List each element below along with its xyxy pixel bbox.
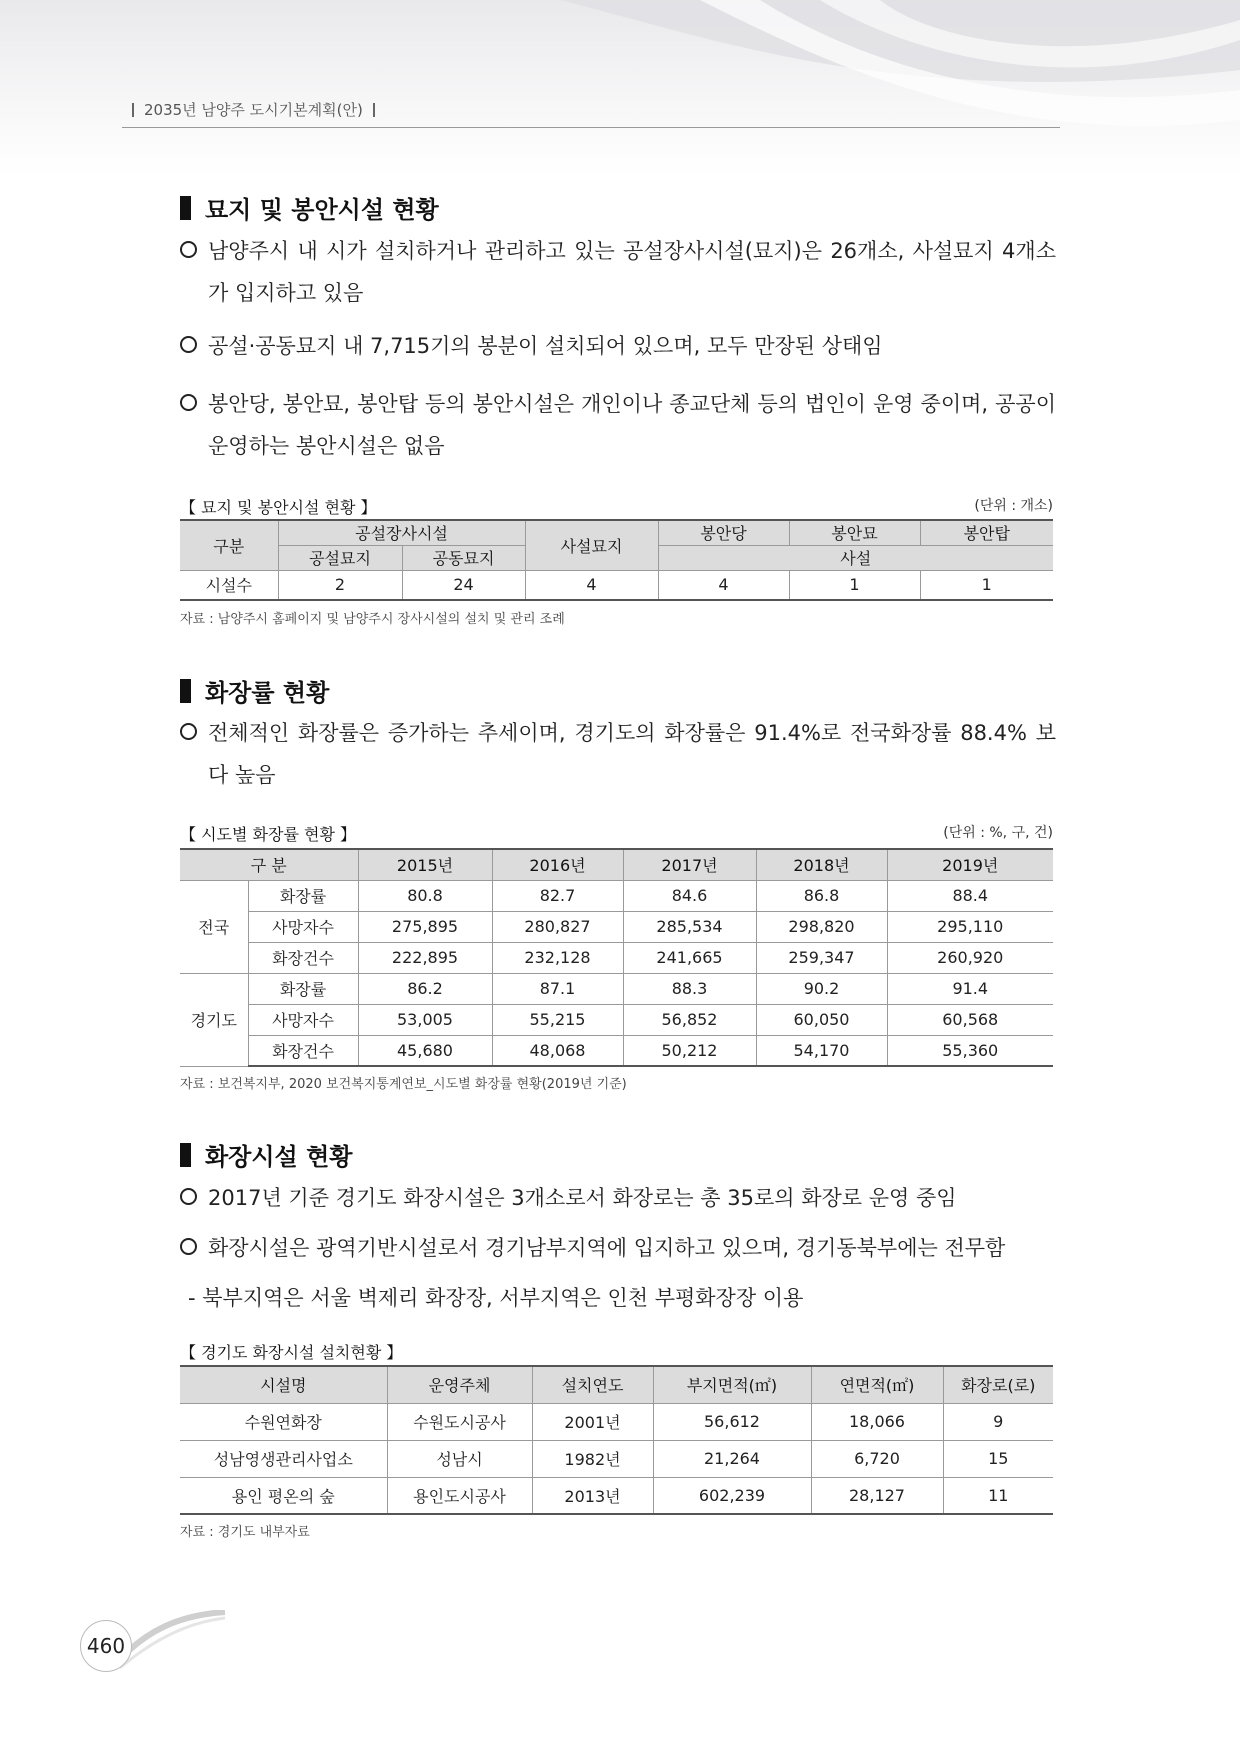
- table-cell: 4: [525, 570, 658, 600]
- header-public-cemetery: 공설묘지: [278, 545, 402, 570]
- table-cell: 18,066: [811, 1403, 943, 1440]
- table-caption-row: [180, 822, 1053, 845]
- table-cell: 602,239: [653, 1477, 811, 1514]
- section-title-text: 묘지 및 봉안시설 현황: [205, 196, 439, 224]
- table-cell: 2013년: [532, 1477, 653, 1514]
- table-cell: 용인도시공사: [387, 1477, 532, 1514]
- table-cell: 21,264: [653, 1440, 811, 1477]
- header-joint-cemetery: 공동묘지: [402, 545, 525, 570]
- table-row: [180, 942, 1053, 973]
- table-cell: 91.4: [887, 973, 1053, 1004]
- table-row: [180, 1004, 1053, 1035]
- table-cell: 9: [943, 1403, 1053, 1440]
- header-gubun: 구분: [180, 520, 278, 570]
- table-cell: 수원도시공사: [387, 1403, 532, 1440]
- table-row: [180, 1035, 1053, 1066]
- running-head-title: 2035년 남양주 도시기본계획(안): [144, 101, 363, 119]
- section-title-crematorium: [180, 1137, 352, 1172]
- table-caption-row: [180, 1340, 1053, 1363]
- section-marker: [180, 679, 191, 703]
- bullet-text: 봉안당, 봉안묘, 봉안탑 등의 봉안시설은 개인이나 종교단체 등의 법인이 운영 중이며, 공공이 운영하는 봉안시설은 없음: [208, 392, 1056, 458]
- table-row: [180, 973, 1053, 1004]
- table-row: [180, 911, 1053, 942]
- row-label: 사망자수: [248, 1004, 358, 1035]
- table-row: [180, 880, 1053, 911]
- table-cell: 2: [278, 570, 402, 600]
- table-cell: 48,068: [492, 1035, 623, 1066]
- table-caption: 【 경기도 화장시설 설치현황 】: [180, 1343, 403, 1362]
- table-header: 부지면적(㎡): [653, 1366, 811, 1403]
- section-marker: [180, 196, 191, 220]
- table-header: 설치연도: [532, 1366, 653, 1403]
- header-gubun: 구 분: [180, 849, 358, 880]
- circle-bullet-icon: [180, 241, 197, 258]
- bullet-item: [180, 1177, 1056, 1219]
- table-cell: 55,215: [492, 1004, 623, 1035]
- bullet-item: [180, 230, 1056, 314]
- bullet-text: 2017년 기준 경기도 화장시설은 3개소로서 화장로는 총 35로의 화장로 운영 중임: [208, 1186, 957, 1210]
- table-caption-row: [180, 495, 1053, 518]
- table-cell: 88.4: [887, 880, 1053, 911]
- running-head-bar-left: [132, 103, 134, 117]
- table-cell: 6,720: [811, 1440, 943, 1477]
- table-cell: 87.1: [492, 973, 623, 1004]
- running-head-bar-right: [373, 103, 375, 117]
- table-cell: 60,568: [887, 1004, 1053, 1035]
- circle-bullet-icon: [180, 394, 197, 411]
- sub-bullet-text: - 북부지역은 서울 벽제리 화장장, 서부지역은 인천 부평화장장 이용: [188, 1286, 804, 1310]
- table-row: [180, 570, 1053, 600]
- table-row: [180, 1440, 1053, 1477]
- bullet-text: 공설·공동묘지 내 7,715기의 봉분이 설치되어 있으며, 모두 만장된 상태임: [208, 334, 883, 358]
- table-row: [180, 1477, 1053, 1514]
- table-cell: 275,895: [358, 911, 492, 942]
- group-label: 경기도: [180, 973, 248, 1066]
- group-label: 전국: [180, 880, 248, 973]
- table-cell: 54,170: [756, 1035, 887, 1066]
- table-cell: 45,680: [358, 1035, 492, 1066]
- circle-bullet-icon: [180, 723, 197, 740]
- table-source: 자료 : 경기도 내부자료: [180, 1525, 310, 1540]
- table-cell: 86.2: [358, 973, 492, 1004]
- header-bonganmyo: 봉안묘: [789, 520, 920, 545]
- table-header: 화장로(로): [943, 1366, 1053, 1403]
- header-year: 2015년: [358, 849, 492, 880]
- table-unit: (단위 : %, 구, 건): [943, 825, 1053, 841]
- table-unit: (단위 : 개소): [974, 498, 1053, 514]
- table-cell: 280,827: [492, 911, 623, 942]
- row-label: 화장건수: [248, 1035, 358, 1066]
- header-saseol: 사설: [658, 545, 1053, 570]
- table-cell: 232,128: [492, 942, 623, 973]
- table-source: 자료 : 남양주시 홈페이지 및 남양주시 장사시설의 설치 및 관리 조례: [180, 612, 565, 627]
- bullet-text: 남양주시 내 시가 설치하거나 관리하고 있는 공설장사시설(묘지)은 26개소, 사설묘지 4개소가 입지하고 있음: [208, 239, 1056, 305]
- table-cell: 용인 평온의 숲: [180, 1477, 387, 1514]
- table-cell: 86.8: [756, 880, 887, 911]
- table-cell: 222,895: [358, 942, 492, 973]
- bullet-text: 전체적인 화장률은 증가하는 추세이며, 경기도의 화장률은 91.4%로 전국화장률 88.4% 보다 높음: [208, 721, 1056, 787]
- table-cell: 4: [658, 570, 789, 600]
- table-cell: 1: [920, 570, 1053, 600]
- table-header: 운영주체: [387, 1366, 532, 1403]
- table-cell: 성남영생관리사업소: [180, 1440, 387, 1477]
- table-cell: 298,820: [756, 911, 887, 942]
- page-number: 460: [80, 1620, 132, 1672]
- section-marker: [180, 1143, 191, 1167]
- table-cell: 90.2: [756, 973, 887, 1004]
- row-label: 시설수: [180, 570, 278, 600]
- table-cell: 수원연화장: [180, 1403, 387, 1440]
- circle-bullet-icon: [180, 1238, 197, 1255]
- table-cell: 53,005: [358, 1004, 492, 1035]
- table-source: 자료 : 보건복지부, 2020 보건복지통계연보_시도별 화장률 현황(2019년 기준): [180, 1077, 627, 1092]
- cremation-rate-table: [180, 848, 1053, 1067]
- row-label: 화장률: [248, 880, 358, 911]
- table-cell: 28,127: [811, 1477, 943, 1514]
- circle-bullet-icon: [180, 336, 197, 353]
- table-cell: 1982년: [532, 1440, 653, 1477]
- table-cell: 82.7: [492, 880, 623, 911]
- table-cell: 60,050: [756, 1004, 887, 1035]
- bullet-item: [180, 1227, 1056, 1269]
- circle-bullet-icon: [180, 1188, 197, 1205]
- header-public-facility: 공설장사시설: [278, 520, 525, 545]
- table-cell: 56,852: [623, 1004, 756, 1035]
- bullet-item: [180, 325, 1056, 367]
- row-label: 화장률: [248, 973, 358, 1004]
- table-cell: 241,665: [623, 942, 756, 973]
- table-cell: 260,920: [887, 942, 1053, 973]
- row-label: 화장건수: [248, 942, 358, 973]
- table-cell: 50,212: [623, 1035, 756, 1066]
- table-caption: 【 묘지 및 봉안시설 현황 】: [180, 498, 377, 517]
- table-cell: 11: [943, 1477, 1053, 1514]
- table-cell: 259,347: [756, 942, 887, 973]
- table-cell: 88.3: [623, 973, 756, 1004]
- header-year: 2018년: [756, 849, 887, 880]
- table-header: 연면적(㎡): [811, 1366, 943, 1403]
- table-cell: 56,612: [653, 1403, 811, 1440]
- table-row: [180, 1403, 1053, 1440]
- table-cell: 55,360: [887, 1035, 1053, 1066]
- section-title-text: 화장률 현황: [205, 679, 330, 707]
- section-title-cremation-rate: [180, 673, 329, 708]
- table-cell: 80.8: [358, 880, 492, 911]
- table-cell: 2001년: [532, 1403, 653, 1440]
- bullet-text: 화장시설은 광역기반시설로서 경기남부지역에 입지하고 있으며, 경기동북부에는 전무함: [208, 1236, 1006, 1260]
- table-caption: 【 시도별 화장률 현황 】: [180, 825, 356, 844]
- table-cell: 24: [402, 570, 525, 600]
- crematorium-table: [180, 1365, 1053, 1515]
- header-private-cemetery: 사설묘지: [525, 520, 658, 570]
- table-header: 시설명: [180, 1366, 387, 1403]
- cemetery-table: [180, 519, 1053, 601]
- header-year: 2016년: [492, 849, 623, 880]
- section-title-text: 화장시설 현황: [205, 1143, 353, 1171]
- section-title-cemetery: [180, 190, 439, 225]
- table-cell: 285,534: [623, 911, 756, 942]
- table-cell: 15: [943, 1440, 1053, 1477]
- header-bongandang: 봉안당: [658, 520, 789, 545]
- table-cell: 295,110: [887, 911, 1053, 942]
- header-rule: [122, 127, 1060, 128]
- header-year: 2019년: [887, 849, 1053, 880]
- running-head: [132, 99, 375, 120]
- header-year: 2017년: [623, 849, 756, 880]
- bullet-item: [180, 383, 1056, 467]
- row-label: 사망자수: [248, 911, 358, 942]
- table-cell: 1: [789, 570, 920, 600]
- header-bongantap: 봉안탑: [920, 520, 1053, 545]
- table-cell: 성남시: [387, 1440, 532, 1477]
- bullet-item: [180, 712, 1056, 796]
- header-wave-decoration: [0, 0, 1240, 175]
- table-cell: 84.6: [623, 880, 756, 911]
